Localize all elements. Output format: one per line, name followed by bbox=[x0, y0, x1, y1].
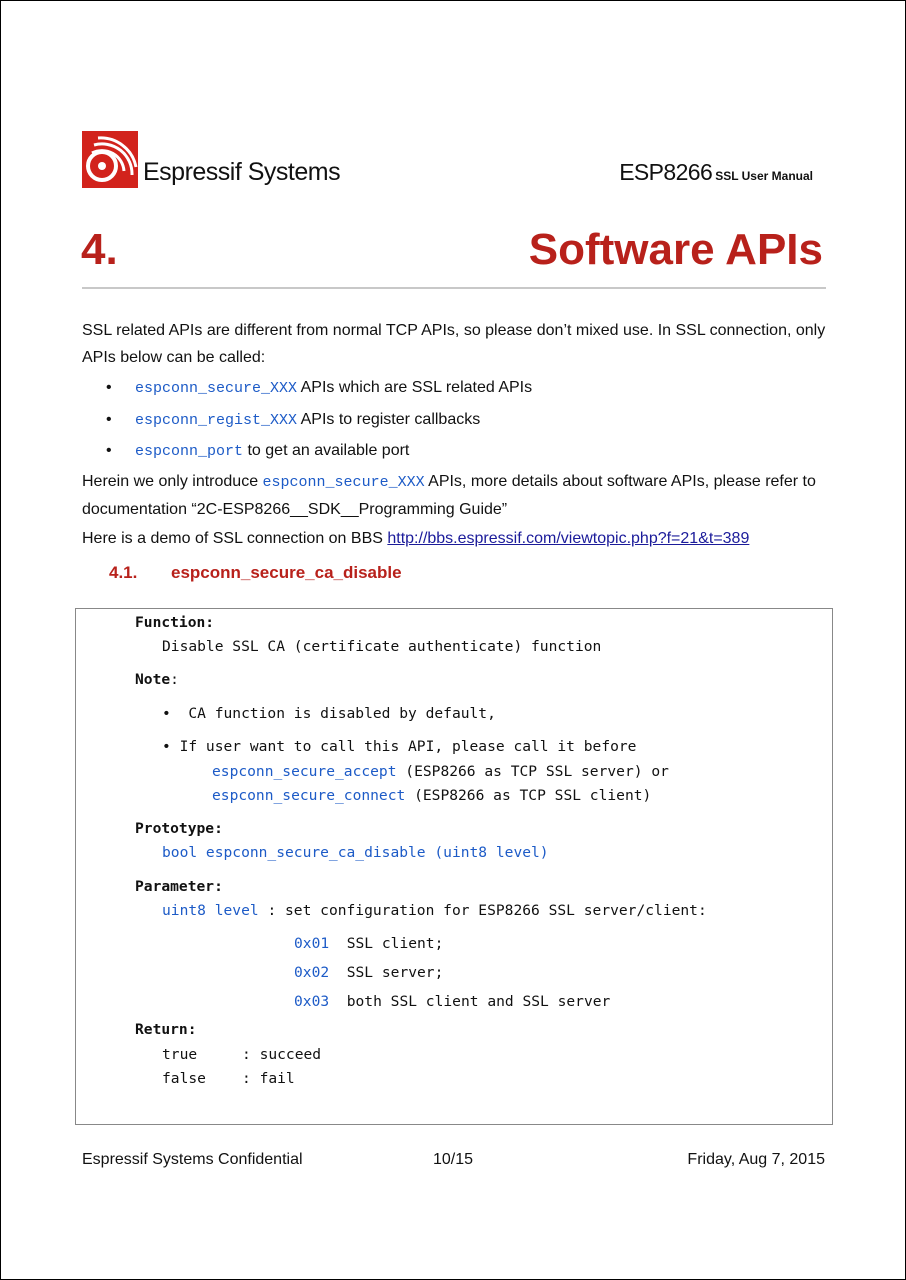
note-text: CA function is disabled by default, bbox=[188, 705, 496, 722]
company-name: Espressif Systems bbox=[143, 158, 341, 186]
footer-page-number: 10/15 bbox=[433, 1151, 474, 1168]
list-item-text: APIs which are SSL related APIs bbox=[297, 379, 533, 396]
document-title-sub: SSL User Manual bbox=[715, 169, 813, 183]
return-description: : succeed bbox=[242, 1046, 322, 1063]
parameter-value-row bbox=[294, 934, 443, 954]
chapter-number: 4. bbox=[81, 225, 118, 274]
note-call-desc: (ESP8266 as TCP SSL server) or bbox=[396, 763, 669, 780]
bullet-icon: • bbox=[106, 379, 112, 396]
demo-text: Here is a demo of SSL connection on BBS bbox=[82, 530, 388, 547]
intro-paragraph: SSL related APIs are different from normal TCP APIs, so please don’t mixed use. In SSL connection, only APIs below can be called: bbox=[82, 322, 826, 366]
demo-paragraph bbox=[82, 525, 827, 552]
note-call-desc: (ESP8266 as TCP SSL client) bbox=[405, 787, 652, 804]
function-description: Disable SSL CA (certificate authenticate) function bbox=[162, 638, 602, 655]
api-description-box bbox=[75, 608, 833, 1125]
chapter-title: Software APIs bbox=[528, 225, 823, 274]
footer-confidential: Espressif Systems Confidential bbox=[82, 1151, 303, 1168]
parameter-value-code: 0x03 bbox=[294, 993, 330, 1010]
api-name: espconn_secure_XXX bbox=[135, 380, 298, 397]
parameter-value-row bbox=[294, 992, 610, 1012]
document-title-main: ESP8266 bbox=[619, 159, 713, 185]
list-item-text: to get an available port bbox=[243, 442, 410, 459]
document-title bbox=[619, 159, 813, 186]
prototype-label: Prototype: bbox=[135, 820, 223, 837]
parameter-label: Parameter: bbox=[135, 878, 223, 895]
api-name: espconn_secure_XXX bbox=[262, 474, 425, 491]
section-number: 4.1. bbox=[109, 563, 138, 582]
herein-text: Herein we only introduce bbox=[82, 473, 263, 490]
note-call-line bbox=[212, 762, 669, 782]
return-value: false bbox=[162, 1070, 206, 1087]
note-label: Note bbox=[135, 671, 171, 688]
return-value: true bbox=[162, 1046, 198, 1063]
note-text: If user want to call this API, please call it before bbox=[179, 738, 637, 755]
return-label: Return: bbox=[135, 1021, 197, 1038]
api-name: espconn_port bbox=[135, 443, 244, 460]
parameter-value-code: 0x01 bbox=[294, 935, 330, 952]
note-colon: : bbox=[170, 671, 179, 688]
footer-date: Friday, Aug 7, 2015 bbox=[687, 1151, 825, 1168]
function-label: Function: bbox=[135, 614, 215, 631]
bullet-icon: • bbox=[106, 442, 112, 459]
parameter-value-desc: SSL client; bbox=[346, 935, 444, 952]
return-description: : fail bbox=[242, 1070, 295, 1087]
parameter-value-desc: both SSL client and SSL server bbox=[346, 993, 611, 1010]
bullet-icon: • bbox=[106, 411, 112, 428]
parameter-value-desc: SSL server; bbox=[346, 964, 444, 981]
herein-paragraph bbox=[82, 468, 827, 523]
section-title: espconn_secure_ca_disable bbox=[171, 563, 402, 582]
prototype-signature: bool espconn_secure_ca_disable (uint8 level) bbox=[162, 844, 549, 861]
parameter-description: : set configuration for ESP8266 SSL server/client: bbox=[258, 902, 707, 919]
api-name: espconn_regist_XXX bbox=[135, 412, 298, 429]
parameter-line bbox=[162, 901, 707, 921]
parameter-value-code: 0x02 bbox=[294, 964, 330, 981]
note-call-line bbox=[212, 786, 651, 806]
list-item-text: APIs to register callbacks bbox=[297, 411, 481, 428]
api-name: espconn_secure_connect bbox=[212, 787, 406, 804]
parameter-value-row bbox=[294, 963, 443, 983]
api-name: espconn_secure_accept bbox=[212, 763, 397, 780]
note-heading bbox=[135, 670, 179, 690]
chapter-divider bbox=[82, 287, 826, 289]
note-item: • If user want to call this API, please call it before bbox=[162, 738, 637, 755]
herein-text-rest: APIs, more details about software APIs, please refer to documentation “2C-ESP8266__SDK__Programming Guide” bbox=[82, 473, 816, 518]
parameter-name: uint8 level bbox=[162, 902, 259, 919]
bbs-demo-link[interactable]: http://bbs.espressif.com/viewtopic.php?f=21&t=389 bbox=[387, 530, 750, 547]
espressif-logo-icon bbox=[82, 131, 138, 188]
note-item: • CA function is disabled by default, bbox=[162, 705, 496, 722]
